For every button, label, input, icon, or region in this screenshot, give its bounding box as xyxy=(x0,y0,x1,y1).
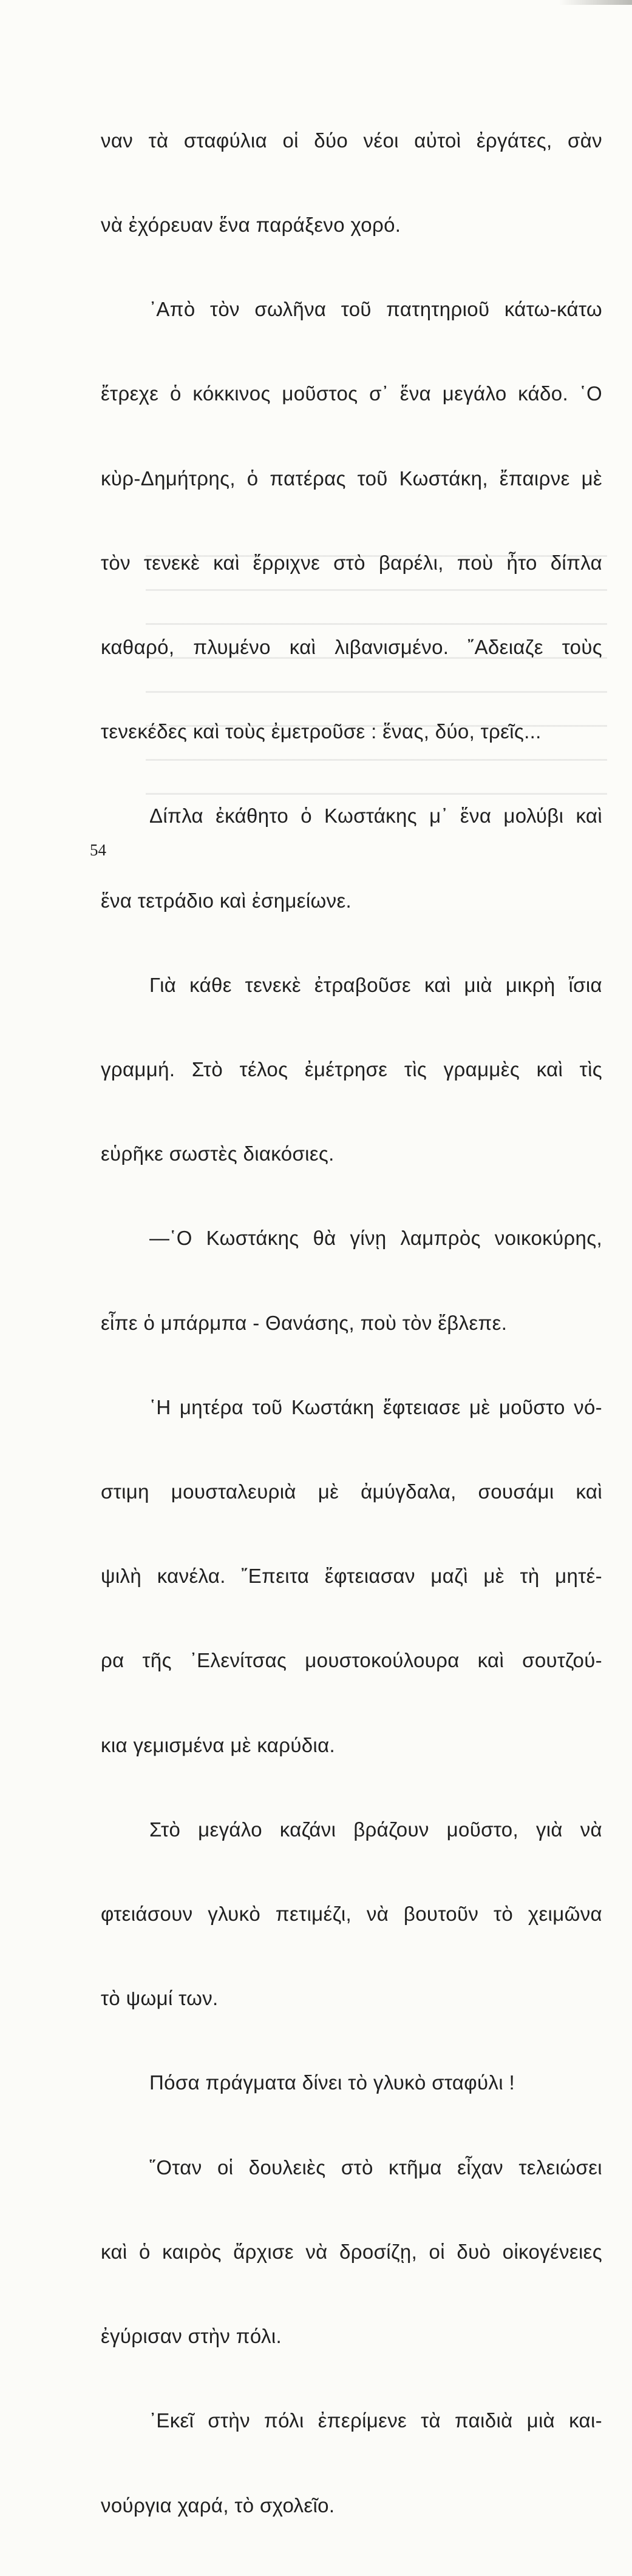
text-line: τὸ ψωμί των. xyxy=(101,1987,219,2010)
text-line: ῾Η μητέρα τοῦ Κωστάκη ἔφτειασε μὲ μοῦστο νό- xyxy=(149,1395,602,1418)
text-line: Γιὰ κάθε τενεκὲ ἐτραβοῦσε καὶ μιὰ μικρὴ ἴσια xyxy=(149,973,602,996)
text-line: κὺρ-Δημήτρης, ὁ πατέρας τοῦ Κωστάκη, ἔπαιρνε μὲ xyxy=(101,467,602,490)
text-line: ψιλὴ κανέλα. ῎Επειτα ἔφτειασαν μαζὶ μὲ τὴ μητέ- xyxy=(101,1565,602,1588)
text-line: εὑρῆκε σωστὲς διακόσιες. xyxy=(101,1142,335,1165)
text-line: Πόσα πράγματα δίνει τὸ γλυκὸ σταφύλι ! xyxy=(149,2071,515,2094)
text-line: ᾿Εκεῖ στὴν πόλι ἐπερίμενε τὰ παιδιὰ μιὰ και- xyxy=(149,2409,602,2432)
text-line: ἕνα τετράδιο καὶ ἐσημείωνε. xyxy=(101,889,352,912)
body-text xyxy=(101,70,602,2576)
text-line: καθαρό, πλυμένο καὶ λιβανισμένο. ῎Αδειαζε τοὺς xyxy=(101,636,602,659)
page-number: 54 xyxy=(90,841,106,859)
text-line: εἶπε ὁ μπάρμπα - Θανάσης, ποὺ τὸν ἔβλεπε. xyxy=(101,1311,508,1334)
text-line: Στὸ μεγάλο καζάνι βράζουν μοῦστο, γιὰ νὰ xyxy=(149,1818,602,1841)
text-line: Δίπλα ἐκάθητο ὁ Κωστάκης μ᾿ ἕνα μολύβι καὶ xyxy=(149,804,602,828)
text-line: νὰ ἐχόρευαν ἕνα παράξενο χορό. xyxy=(101,214,401,237)
text-line: τενεκέδες καὶ τοὺς ἐμετροῦσε : ἕνας, δύο, τρεῖς... xyxy=(101,720,542,743)
text-line: ἐγύρισαν στὴν πόλι. xyxy=(101,2325,282,2348)
text-line: ᾿Απὸ τὸν σωλῆνα τοῦ πατητηριοῦ κάτω-κάτω xyxy=(149,298,602,321)
text-line: ἔτρεχε ὁ κόκκινος μοῦστος σ᾿ ἕνα μεγάλο κάδο. ῾Ο xyxy=(101,382,602,405)
page-edge-shadow xyxy=(559,0,632,5)
text-line: —῾Ο Κωστάκης θὰ γίνῃ λαμπρὸς νοικοκύρης, xyxy=(149,1227,602,1250)
text-line: φτειάσουν γλυκὸ πετιμέζι, νὰ βουτοῦν τὸ χειμῶνα xyxy=(101,1903,602,1926)
text-line: καὶ ὁ καιρὸς ἄρχισε νὰ δροσίζῃ, οἱ δυὸ οἰκογένειες xyxy=(101,2240,602,2263)
text-line: κια γεμισμένα μὲ καρύδια. xyxy=(101,1733,336,1756)
text-line: γραμμή. Στὸ τέλος ἐμέτρησε τὶς γραμμὲς καὶ τὶς xyxy=(101,1058,602,1081)
text-line: τὸν τενεκὲ καὶ ἔρριχνε στὸ βαρέλι, ποὺ ἦτο δίπλα xyxy=(101,551,602,574)
text-line: νούργια χαρά, τὸ σχολεῖο. xyxy=(101,2493,335,2517)
text-line: ῞Οταν οἱ δουλειὲς στὸ κτῆμα εἶχαν τελειώσει xyxy=(149,2156,602,2179)
text-line: ναν τὰ σταφύλια οἱ δύο νέοι αὐτοὶ ἐργάτες, σὰν xyxy=(101,129,602,152)
text-line: ρα τῆς ᾿Ελενίτσας μουστοκούλουρα καὶ σουτζού- xyxy=(101,1649,602,1672)
text-line: στιμη μουσταλευριὰ μὲ ἀμύγδαλα, σουσάμι καὶ xyxy=(101,1480,602,1503)
